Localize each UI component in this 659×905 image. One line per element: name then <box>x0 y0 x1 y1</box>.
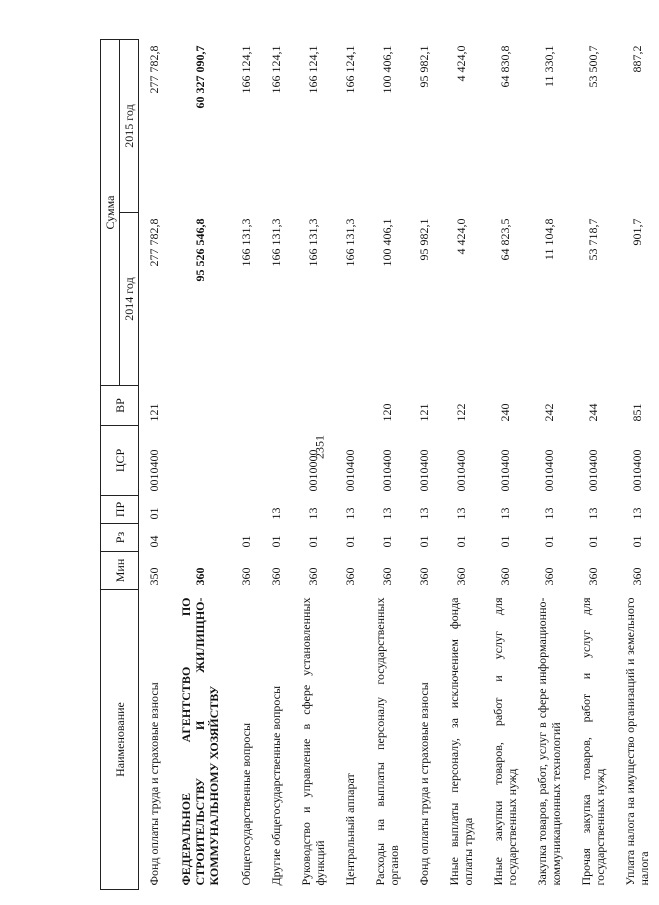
row-2014: 166 131,3 <box>269 218 283 267</box>
header-2014: 2014 год <box>120 213 139 386</box>
row-csr: 0010000 <box>306 449 320 492</box>
row-min: 360 <box>193 567 207 586</box>
header-rz: Рз <box>101 524 139 552</box>
row-name: ФЕДЕРАЛЬНОЕ АГЕНТСТВО ПО СТРОИТЕЛЬСТВУ И ЖИЛИЩНО-КОММУНАЛЬНОМУ ХОЗЯЙСТВУ <box>179 597 221 886</box>
header-name: Наименование <box>101 590 139 890</box>
table-row <box>483 39 527 889</box>
row-name: Прочая закупка товаров, работ и услуг для государственных нужд <box>579 597 607 886</box>
row-2014: 95 526 546,8 <box>193 218 207 282</box>
row-csr: 0010400 <box>542 449 556 492</box>
row-name: Общегосударственные вопросы <box>239 722 253 886</box>
row-rz: 01 <box>542 535 556 548</box>
table-row <box>291 39 335 889</box>
row-name: Фонд оплаты труда и страховые взносы <box>417 682 431 886</box>
row-pr: 13 <box>630 507 644 520</box>
row-2015: 4 424,0 <box>454 45 468 82</box>
row-vr: 122 <box>454 403 468 422</box>
row-rz: 04 <box>147 535 161 548</box>
row-rz: 01 <box>269 535 283 548</box>
row-vr: 121 <box>147 403 161 422</box>
row-min: 360 <box>306 567 320 586</box>
row-2014: 11 104,8 <box>542 218 556 261</box>
row-vr: 240 <box>498 403 512 422</box>
row-min: 350 <box>147 567 161 586</box>
row-vr: 120 <box>380 403 394 422</box>
table-row <box>169 39 231 889</box>
row-pr: 13 <box>306 507 320 520</box>
row-min: 360 <box>239 567 253 586</box>
row-rz: 01 <box>586 535 600 548</box>
row-min: 360 <box>542 567 556 586</box>
row-min: 360 <box>380 567 394 586</box>
header-vr: ВР <box>101 386 139 426</box>
row-min: 360 <box>454 567 468 586</box>
header-csr: ЦСР <box>101 426 139 496</box>
row-pr <box>231 496 261 524</box>
page-number: 2351 <box>312 435 327 459</box>
row-min: 360 <box>498 567 512 586</box>
row-vr: 851 <box>630 403 644 422</box>
header-min: Мин <box>101 552 139 590</box>
row-rz: 01 <box>343 535 357 548</box>
table-row <box>335 39 365 889</box>
row-min: 360 <box>269 567 283 586</box>
table-row <box>231 39 261 889</box>
row-2015: 166 124,1 <box>343 45 357 94</box>
budget-table <box>100 39 659 890</box>
row-pr: 13 <box>417 507 431 520</box>
row-vr <box>335 386 365 426</box>
row-2015: 166 124,1 <box>306 45 320 94</box>
row-2014: 166 131,3 <box>343 218 357 267</box>
row-pr: 13 <box>542 507 556 520</box>
table-row <box>615 39 659 889</box>
row-2014: 95 982,1 <box>417 218 431 261</box>
row-min: 360 <box>343 567 357 586</box>
row-csr: 0010400 <box>343 449 357 492</box>
header-sum: Сумма <box>101 39 120 385</box>
row-name: Руководство и управление в сфере установленных функций <box>299 597 327 886</box>
row-2015: 887,2 <box>630 45 644 73</box>
row-vr <box>231 386 261 426</box>
row-pr: 13 <box>454 507 468 520</box>
row-rz: 01 <box>306 535 320 548</box>
row-2015: 95 982,1 <box>417 45 431 88</box>
row-2014: 277 782,8 <box>147 218 161 267</box>
row-2014: 901,7 <box>630 218 644 246</box>
row-2015: 166 124,1 <box>269 45 283 94</box>
row-2015: 166 124,1 <box>239 45 253 94</box>
row-csr <box>261 426 291 496</box>
row-2015: 60 327 090,7 <box>193 45 207 109</box>
row-vr <box>261 386 291 426</box>
row-min: 360 <box>586 567 600 586</box>
row-rz: 01 <box>239 535 253 548</box>
row-2015: 11 330,1 <box>542 45 556 88</box>
row-vr <box>169 386 231 426</box>
table-row <box>527 39 571 889</box>
row-2014: 64 823,5 <box>498 218 512 261</box>
row-2014: 166 131,3 <box>239 218 253 267</box>
row-csr <box>169 426 231 496</box>
row-rz: 01 <box>454 535 468 548</box>
row-csr: 0010400 <box>498 449 512 492</box>
row-csr: 0010400 <box>586 449 600 492</box>
row-2014: 166 131,3 <box>306 218 320 267</box>
row-2015: 277 782,8 <box>147 45 161 94</box>
row-csr: 0010400 <box>147 449 161 492</box>
row-name: Расходы на выплаты персоналу государственных органов <box>373 597 401 886</box>
table-row <box>571 39 615 889</box>
table-row <box>365 39 409 889</box>
row-vr: 242 <box>542 403 556 422</box>
row-rz <box>169 524 231 552</box>
row-2014: 53 718,7 <box>586 218 600 261</box>
rotated-page <box>100 40 651 890</box>
row-csr: 0010400 <box>380 449 394 492</box>
row-2015: 64 830,8 <box>498 45 512 88</box>
row-vr: 244 <box>586 403 600 422</box>
row-pr: 13 <box>380 507 394 520</box>
row-vr: 121 <box>417 403 431 422</box>
row-rz: 01 <box>498 535 512 548</box>
table-row <box>409 39 439 889</box>
row-pr: 13 <box>343 507 357 520</box>
row-csr <box>231 426 261 496</box>
row-2015: 53 500,7 <box>586 45 600 88</box>
row-name: Фонд оплаты труда и страховые взносы <box>147 682 161 886</box>
table-body <box>139 39 659 889</box>
row-min: 360 <box>630 567 644 586</box>
row-pr: 01 <box>147 507 161 520</box>
table-row <box>261 39 291 889</box>
row-2014: 100 406,1 <box>380 218 394 267</box>
row-name: Уплата налога на имущество организаций и земельного налога <box>623 597 651 886</box>
row-rz: 01 <box>630 535 644 548</box>
row-name: Центральный аппарат <box>343 773 357 886</box>
row-pr: 13 <box>586 507 600 520</box>
table-row <box>439 39 483 889</box>
row-csr: 0010400 <box>630 449 644 492</box>
row-vr <box>291 386 335 426</box>
row-csr: 0010400 <box>417 449 431 492</box>
row-min: 360 <box>417 567 431 586</box>
row-rz: 01 <box>417 535 431 548</box>
row-pr <box>169 496 231 524</box>
row-name: Закупка товаров, работ, услуг в сфере информационно-коммуникационных технологий <box>535 597 563 886</box>
row-csr: 0010400 <box>454 449 468 492</box>
row-rz: 01 <box>380 535 394 548</box>
row-2015: 100 406,1 <box>380 45 394 94</box>
row-pr: 13 <box>498 507 512 520</box>
row-name: Иные закупки товаров, работ и услуг для государственных нужд <box>491 597 519 886</box>
row-name: Иные выплаты персоналу, за исключением фонда оплаты труда <box>447 597 475 886</box>
header-2015: 2015 год <box>120 39 139 212</box>
row-name: Другие общегосударственные вопросы <box>269 685 283 886</box>
row-2014: 4 424,0 <box>454 218 468 255</box>
table-row <box>139 39 170 889</box>
header-pr: ПР <box>101 496 139 524</box>
row-pr: 13 <box>269 507 283 520</box>
